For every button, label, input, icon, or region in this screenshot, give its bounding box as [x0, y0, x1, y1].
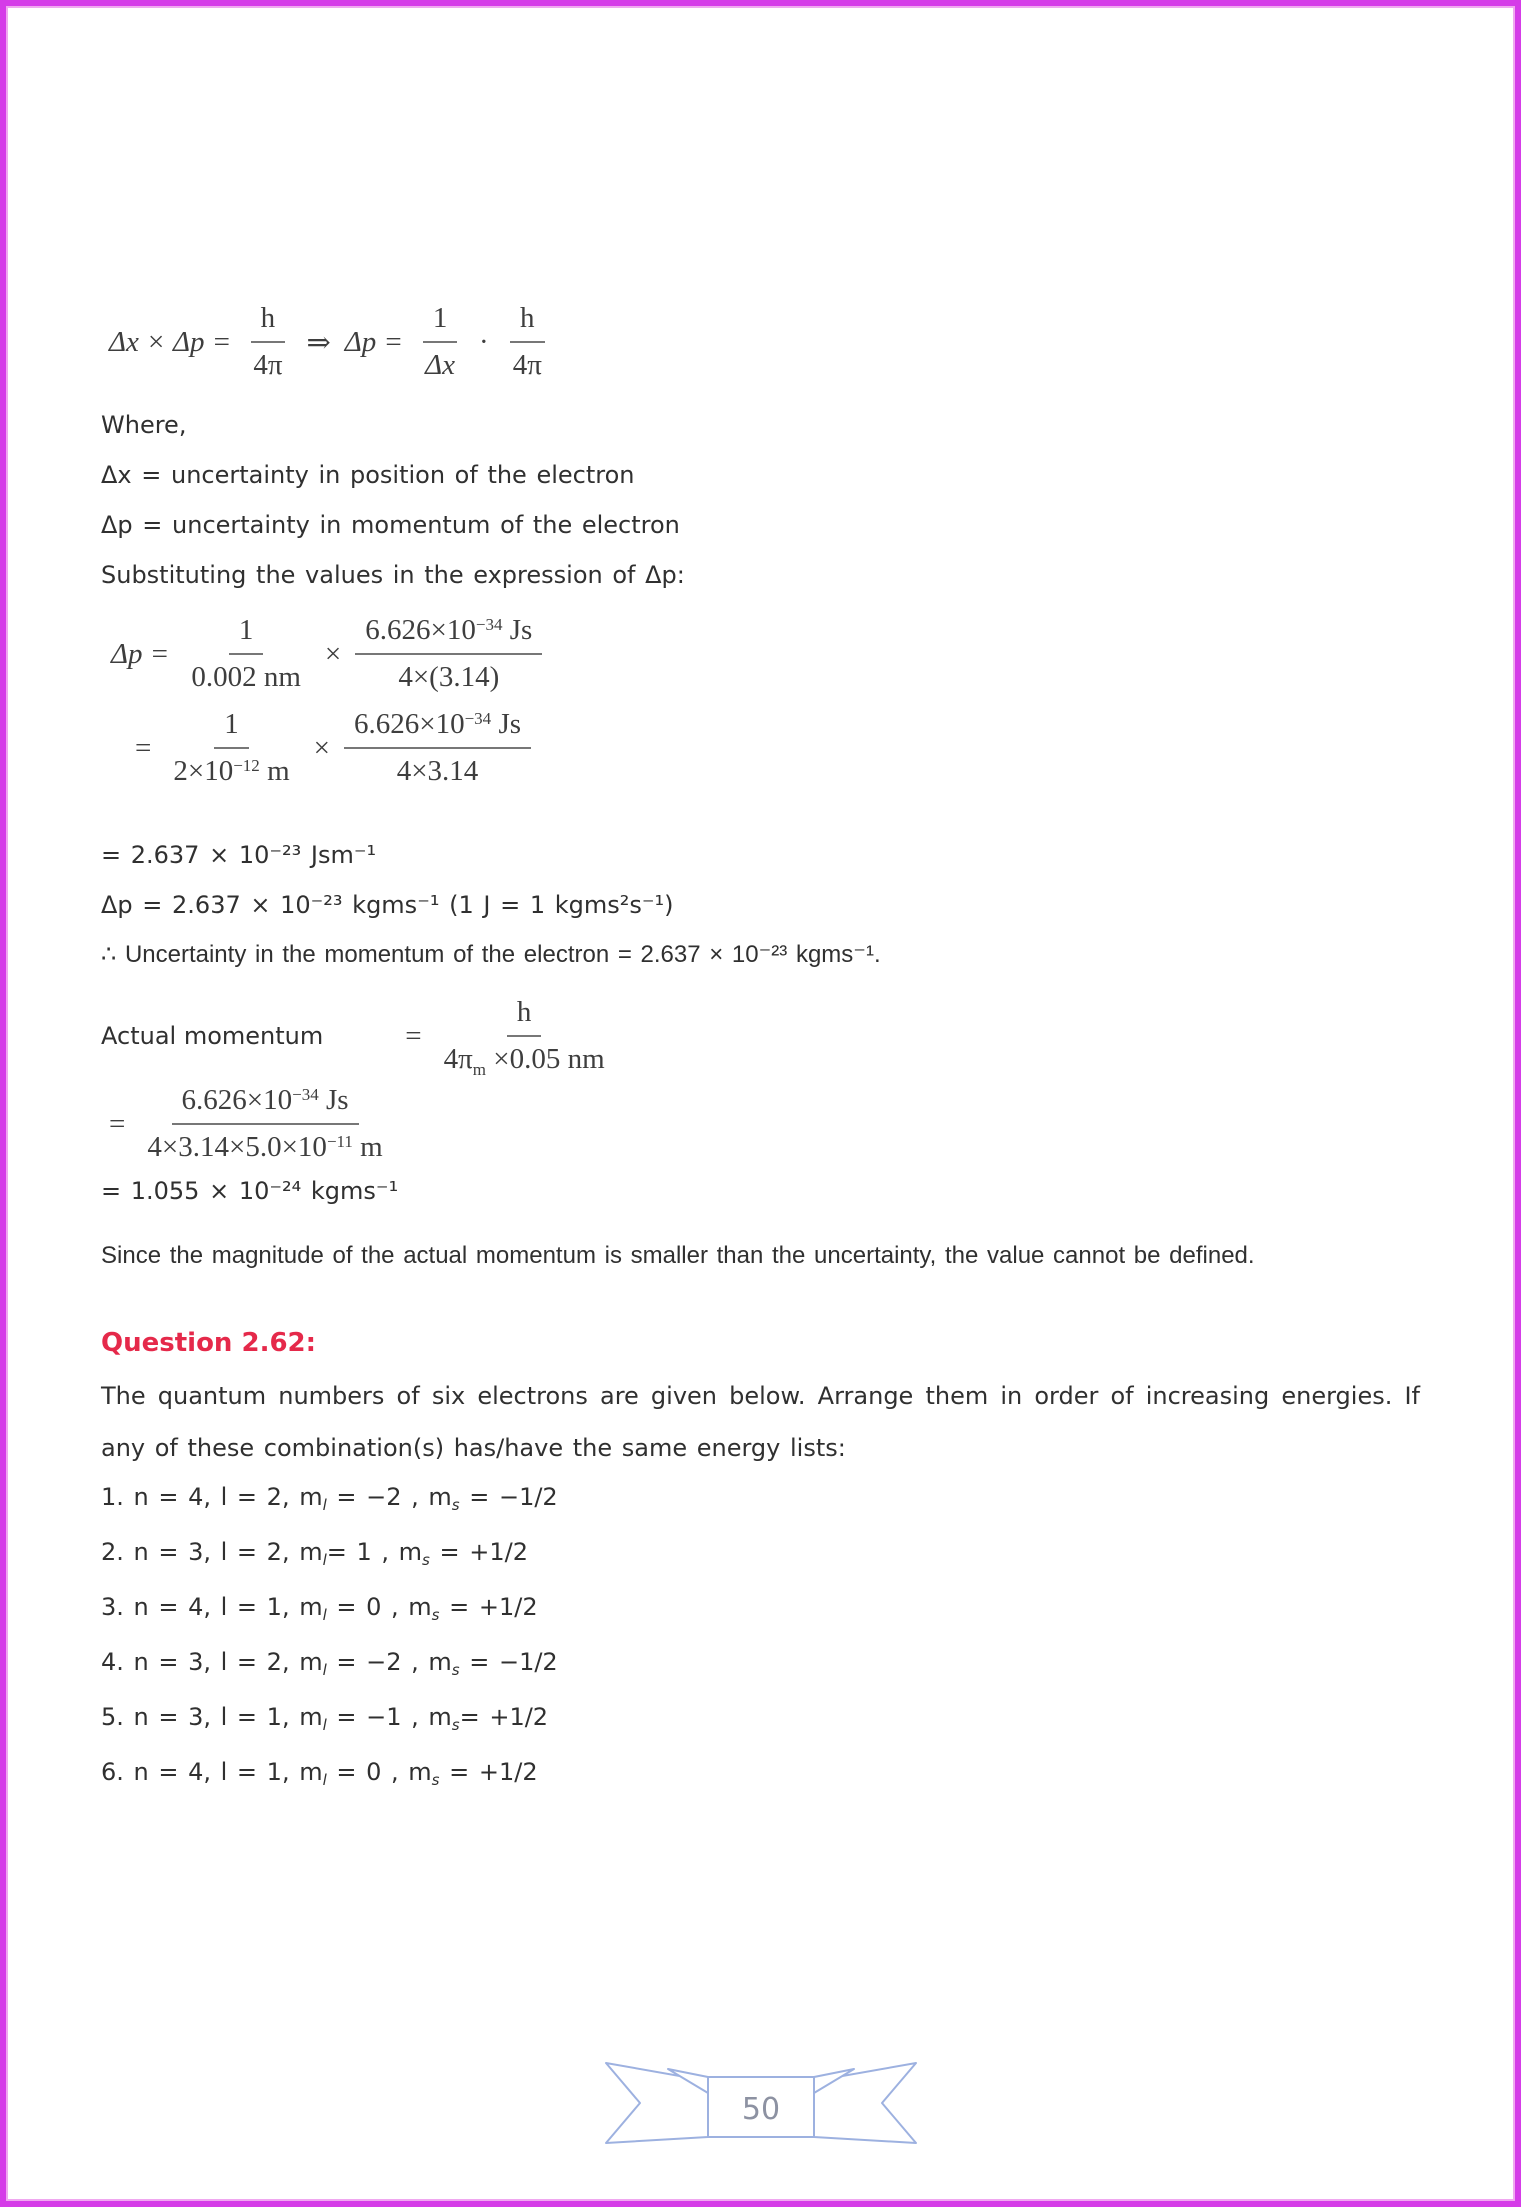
- item-text: = +1/2: [439, 1758, 538, 1786]
- subscript-s: s: [431, 1606, 440, 1624]
- fraction-denominator: 4π: [512, 349, 542, 381]
- fraction-planck-over-4pi-2: [344, 708, 531, 788]
- implies-arrow-icon: ⇒: [306, 326, 331, 359]
- fraction-denominator: 4×3.14: [396, 755, 479, 787]
- item-text: = −2 , m: [326, 1483, 452, 1511]
- fraction-planck-over-4pi: [355, 614, 542, 694]
- fraction-h-over-4pi: [243, 302, 292, 382]
- numerator-exponent: −34: [475, 615, 503, 634]
- question-heading: Question 2.62:: [101, 1328, 317, 1358]
- subscript-s: s: [422, 1551, 430, 1569]
- fraction-numerator: 1: [229, 614, 264, 655]
- item-text: 5. n = 3, l = 1, m: [101, 1703, 323, 1731]
- quantum-config-item-2: [101, 1537, 1420, 1567]
- page-number: 50: [741, 2092, 780, 2127]
- numerator-unit: Js: [318, 1084, 349, 1116]
- eq-lhs: Δp =: [111, 637, 170, 670]
- actual-momentum-equation-2: [109, 1084, 1420, 1164]
- subscript-s: s: [451, 1496, 460, 1514]
- subscript-s: s: [451, 1716, 460, 1734]
- fraction-numerator: [355, 614, 542, 655]
- item-text: = 0 , m: [326, 1758, 432, 1786]
- fraction-1-over-2e-12: [163, 708, 299, 788]
- eq-lhs: Δx × Δp =: [109, 325, 232, 358]
- denominator-exponent: −11: [326, 1132, 353, 1151]
- where-label: Where,: [101, 411, 187, 439]
- page-footer: [6, 2051, 1515, 2147]
- page-content: [6, 6, 1515, 1787]
- actual-momentum-equation: [101, 996, 1420, 1079]
- numerator-base: 6.626×10: [353, 708, 465, 740]
- item-text: = 0 , m: [326, 1593, 432, 1621]
- fraction-planck-over-denominator: [137, 1084, 392, 1164]
- times-operator: ×: [324, 637, 342, 670]
- subscript-l: l: [322, 1606, 327, 1624]
- eq-lhs: =: [135, 731, 152, 764]
- item-text: 2. n = 3, l = 2, m: [101, 1538, 323, 1566]
- quantum-config-item-6: [101, 1757, 1420, 1787]
- actual-momentum-label: Actual momentum: [101, 1022, 324, 1050]
- numerator-exponent: −34: [292, 1085, 319, 1104]
- denominator-base: 4π: [443, 1043, 473, 1075]
- item-text: = 1 , m: [326, 1538, 423, 1566]
- denominator-subscript: m: [472, 1060, 486, 1079]
- subscript-s: s: [451, 1661, 460, 1679]
- quantum-config-item-3: [101, 1592, 1420, 1622]
- denominator-rest: ×0.05 nm: [485, 1043, 605, 1075]
- item-text: = −1/2: [459, 1648, 558, 1676]
- fraction-numerator: h: [510, 302, 545, 343]
- numerator-exponent: −34: [464, 709, 492, 728]
- heisenberg-equation: [109, 302, 1420, 382]
- subscript-l: l: [322, 1661, 327, 1679]
- item-text: = −1 , m: [326, 1703, 452, 1731]
- dot-operator: ·: [479, 325, 489, 358]
- fraction-denominator: Δx: [425, 349, 456, 381]
- fraction-denominator: [137, 1125, 392, 1164]
- fraction-numerator: 1: [214, 708, 249, 749]
- item-text: 4. n = 3, l = 2, m: [101, 1648, 323, 1676]
- dp-substitution-equation-2: [135, 708, 1420, 788]
- numerator-unit: Js: [491, 708, 522, 740]
- denominator-exponent: −12: [233, 756, 260, 775]
- subscript-l: l: [322, 1496, 327, 1514]
- quantum-config-item-1: [101, 1482, 1420, 1512]
- fraction-numerator: [344, 708, 531, 749]
- substituting-line: Substituting the values in the expression of Δp:: [101, 561, 685, 589]
- fraction-denominator: 0.002 nm: [191, 661, 301, 693]
- fraction-h-over-4pi-2: [503, 302, 552, 382]
- delta-p-definition: Δp = uncertainty in momentum of the electron: [101, 511, 680, 539]
- subscript-s: s: [431, 1771, 440, 1789]
- numerator-unit: Js: [502, 614, 533, 646]
- dp-substitution-equation: [111, 614, 1420, 694]
- result-actual-kgms: = 1.055 × 10⁻²⁴ kgms⁻¹: [101, 1177, 399, 1205]
- fraction-denominator: 4×(3.14): [398, 661, 500, 693]
- quantum-numbers-list: [101, 1482, 1420, 1787]
- numerator-base: 6.626×10: [365, 614, 476, 646]
- fraction-denominator: [163, 749, 299, 788]
- subscript-l: l: [322, 1551, 327, 1569]
- fraction-h-over-4pi-005nm: [434, 996, 615, 1079]
- denominator-base: 2×10: [173, 755, 234, 787]
- fraction-numerator: h: [507, 996, 542, 1037]
- question-body: The quantum numbers of six electrons are given below. Arrange them in order of increasing energies. If any of these combination(s) has/have the same energy lists:: [101, 1382, 1420, 1462]
- equals-sign: =: [405, 1019, 422, 1052]
- fraction-1-over-0002nm: [181, 614, 311, 694]
- item-text: = −1/2: [459, 1483, 558, 1511]
- item-text: 1. n = 4, l = 2, m: [101, 1483, 323, 1511]
- item-text: = +1/2: [439, 1593, 538, 1621]
- item-text: = +1/2: [459, 1703, 549, 1731]
- conclusion-paragraph: Since the magnitude of the actual momentum is smaller than the uncertainty, the value cannot be defined.: [101, 1242, 1255, 1269]
- quantum-config-item-5: [101, 1702, 1420, 1732]
- quantum-config-item-4: [101, 1647, 1420, 1677]
- denominator-base: 4×3.14×5.0×10: [147, 1131, 327, 1163]
- eq-mid: Δp =: [344, 325, 404, 358]
- page-number-ribbon: [596, 2051, 926, 2147]
- subscript-l: l: [322, 1716, 327, 1734]
- therefore-uncertainty-line: ∴ Uncertainty in the momentum of the electron = 2.637 × 10⁻²³ kgms⁻¹.: [101, 941, 881, 968]
- delta-x-definition: Δx = uncertainty in position of the electron: [101, 461, 635, 489]
- fraction-denominator: [434, 1037, 615, 1079]
- item-text: = −2 , m: [326, 1648, 452, 1676]
- result-dp-kgms: Δp = 2.637 × 10⁻²³ kgms⁻¹ (1 J = 1 kgms²s⁻¹): [101, 891, 674, 919]
- fraction-denominator: 4π: [253, 349, 283, 381]
- item-text: = +1/2: [429, 1538, 528, 1566]
- denominator-unit: m: [352, 1131, 383, 1163]
- eq-lhs: =: [109, 1107, 126, 1140]
- subscript-l: l: [322, 1771, 327, 1789]
- numerator-base: 6.626×10: [181, 1084, 293, 1116]
- times-operator: ×: [313, 731, 330, 764]
- denominator-unit: m: [259, 755, 290, 787]
- fraction-numerator: 1: [423, 302, 458, 343]
- item-text: 3. n = 4, l = 1, m: [101, 1593, 323, 1621]
- fraction-1-over-dx: [415, 302, 465, 382]
- result-jsm: = 2.637 × 10⁻²³ Jsm⁻¹: [101, 841, 377, 869]
- item-text: 6. n = 4, l = 1, m: [101, 1758, 323, 1786]
- fraction-numerator: [172, 1084, 359, 1125]
- fraction-numerator: h: [251, 302, 286, 343]
